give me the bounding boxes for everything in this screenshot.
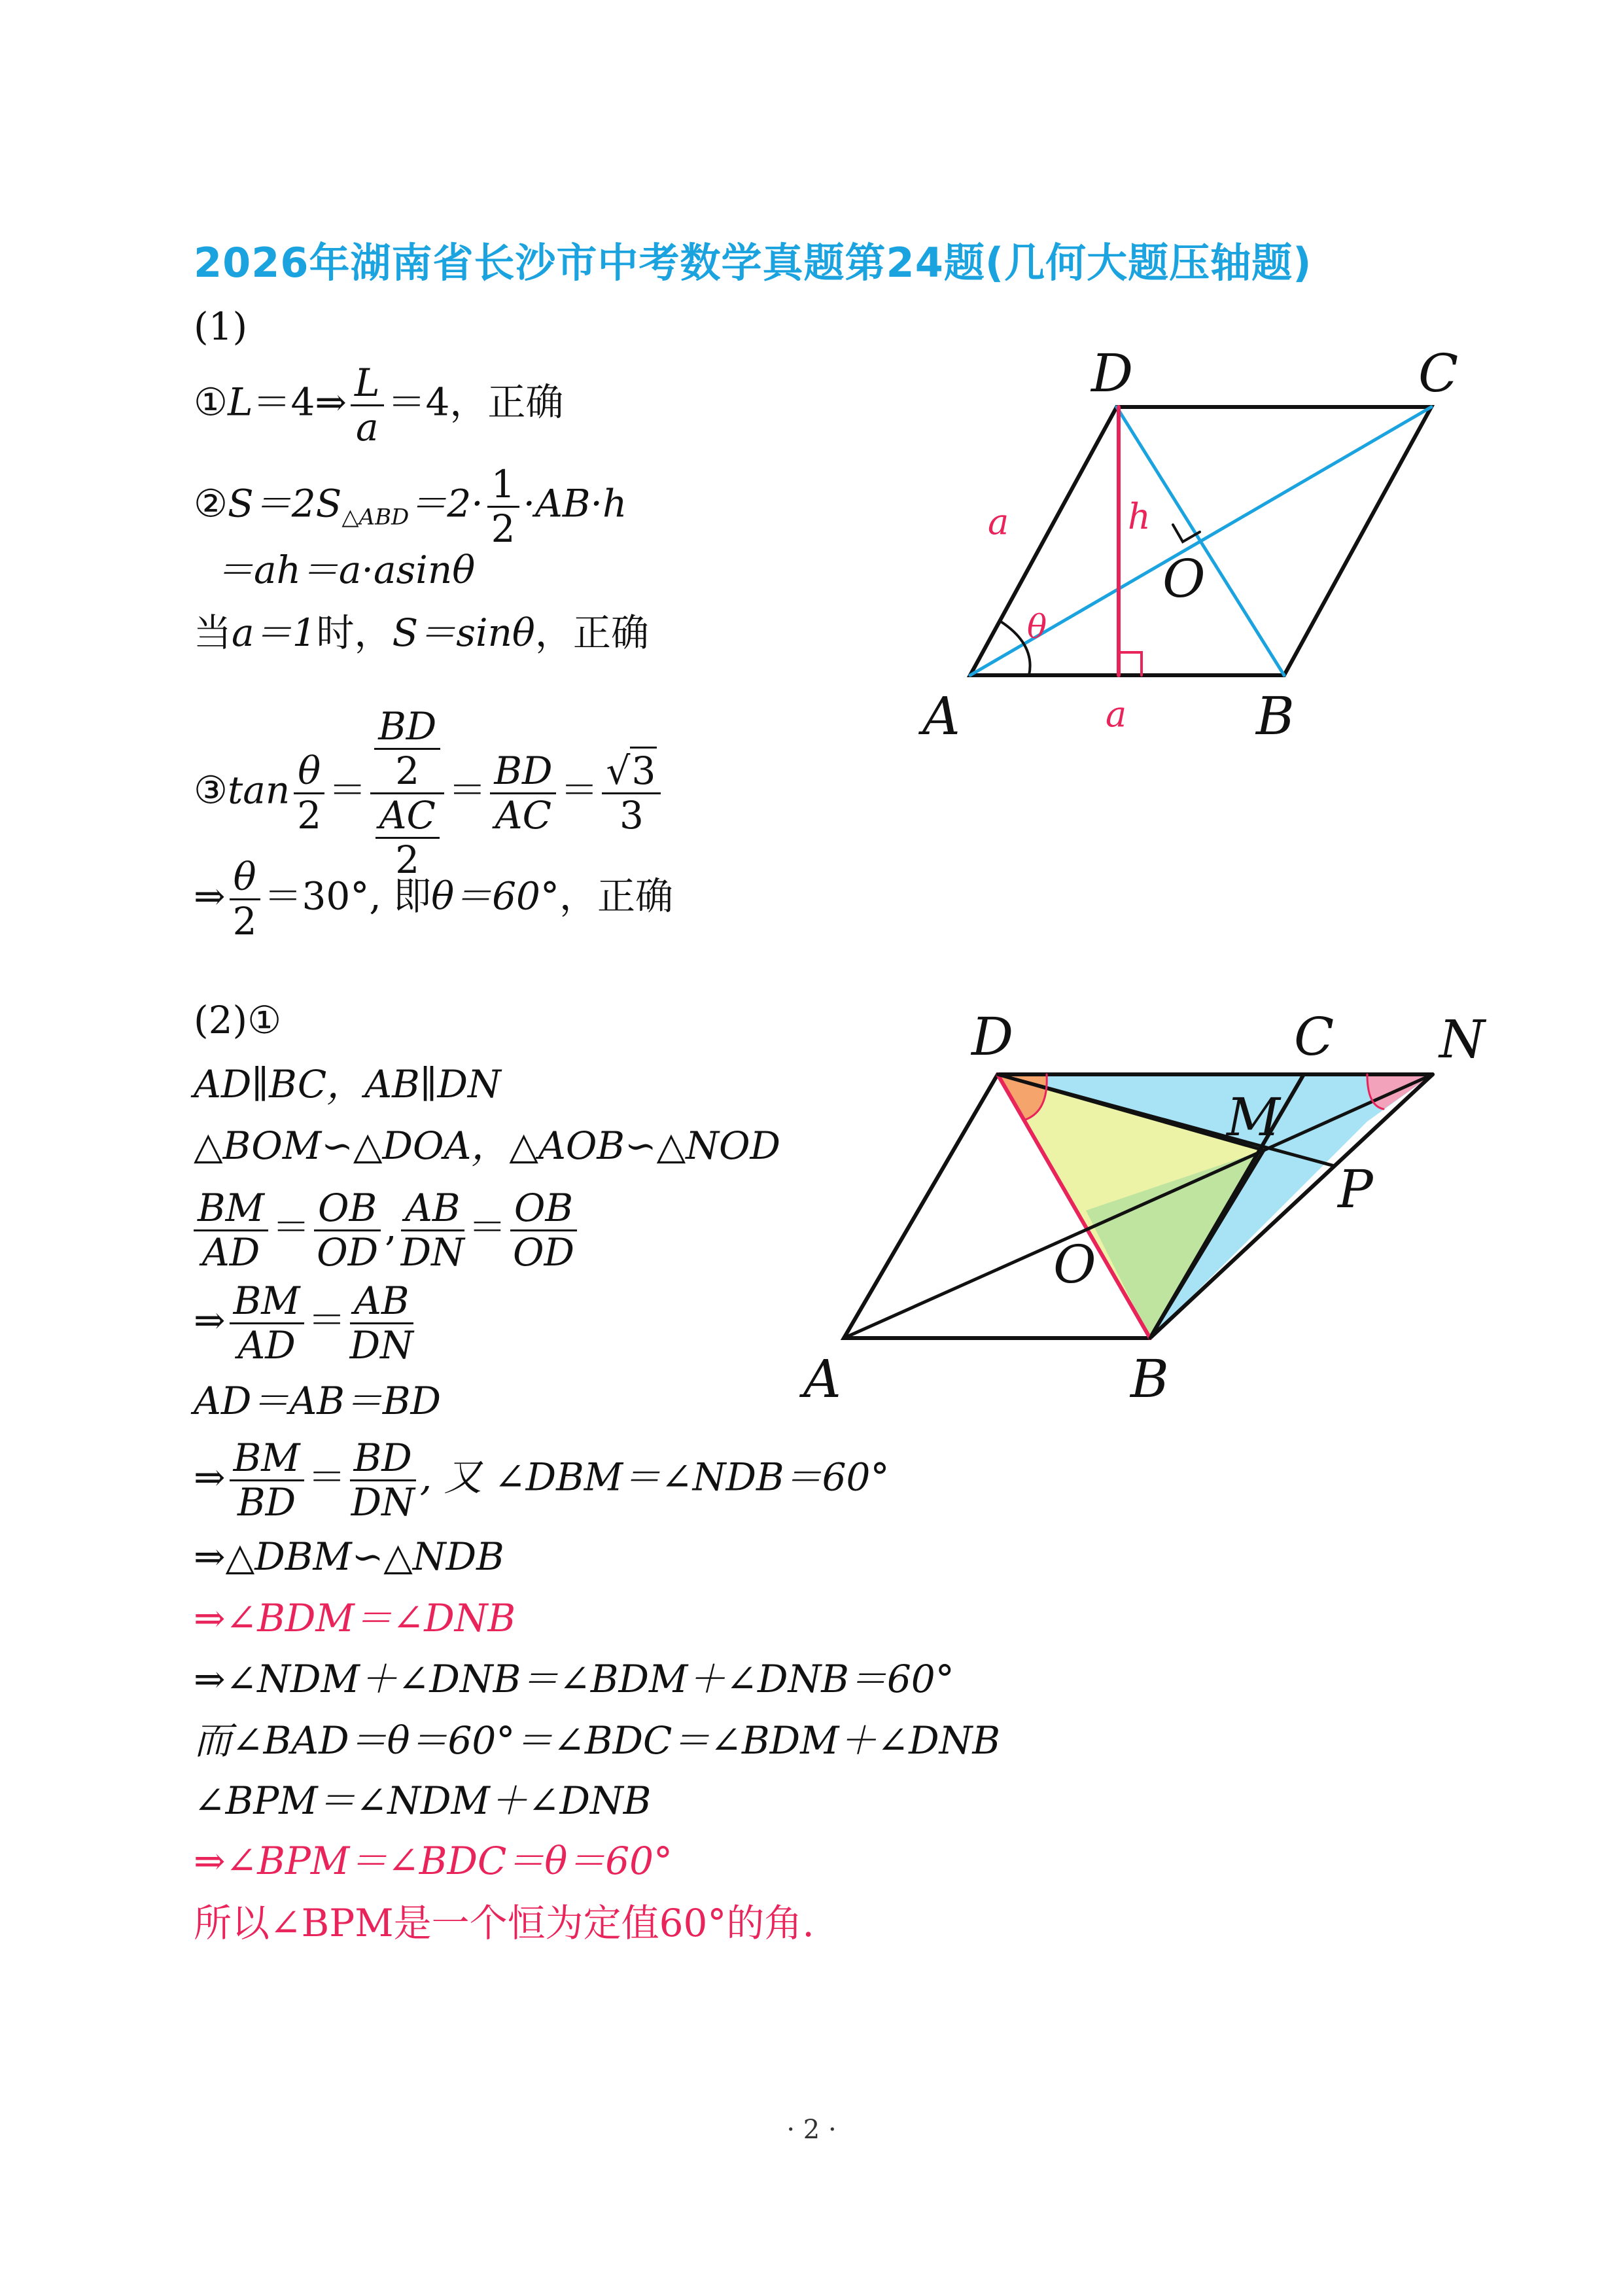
label2-A: A	[803, 1349, 841, 1409]
part2-line-13: 所以∠BPM是一个恒为定值60°的角.	[194, 1901, 814, 1945]
frac-num: AB	[350, 1281, 413, 1324]
part2-line-11: ∠BPM＝∠NDM＋∠DNB	[194, 1778, 652, 1823]
frac-num: BD	[374, 707, 440, 750]
label-A: A	[922, 686, 960, 747]
eq-text: , 又 ∠DBM＝∠NDB＝60°	[419, 1455, 890, 1500]
frac-den: 2	[395, 837, 420, 882]
label2-B: B	[1130, 1349, 1169, 1409]
part2-line-9: ⇒∠NDM＋∠DNB＝∠BDM＋∠DNB＝60°	[194, 1657, 954, 1701]
part2-line-1: AD∥BC，AB∥DN	[194, 1062, 501, 1106]
frac-den: 2	[395, 748, 420, 793]
part2-line-10: 而∠BAD＝θ＝60°＝∠BDC＝∠BDM＋∠DNB	[194, 1718, 1001, 1763]
frac-den: 3	[619, 792, 644, 838]
subscript: △ABD	[341, 504, 410, 531]
tan: tan	[228, 768, 290, 813]
eq-text: ＝4⇒	[253, 380, 347, 425]
page-title: 2026年湖南省长沙市中考数学真题第24题(几何大题压轴题)	[194, 239, 1312, 287]
frac-num: θ	[230, 857, 260, 900]
eq-text: ＝4，正确	[387, 380, 564, 425]
part1-statement-2-line2: ＝ah＝a·asinθ	[216, 548, 476, 592]
radicand: 3	[630, 747, 657, 793]
part2-label: (2)①	[194, 998, 282, 1042]
frac-num: AB	[401, 1188, 464, 1231]
label-O: O	[1162, 548, 1206, 609]
frac-num: BM	[194, 1188, 268, 1231]
frac-den: DN	[351, 1479, 415, 1525]
frac-den: AD	[201, 1229, 260, 1275]
frac-num: AC	[375, 796, 440, 839]
eq-text: ＝2·	[409, 481, 483, 526]
part2-line-8: ⇒∠BDM＝∠DNB	[194, 1596, 516, 1640]
circled-one: ①	[194, 380, 228, 425]
label2-O: O	[1053, 1234, 1096, 1295]
label2-C: C	[1294, 1006, 1335, 1067]
part2-line-12: ⇒∠BPM＝∠BDC＝θ＝60°	[194, 1839, 673, 1883]
var-L: L	[228, 380, 253, 425]
eq-text: θ＝60°	[431, 874, 559, 919]
frac-num: BM	[230, 1281, 304, 1324]
frac-num: BD	[350, 1438, 416, 1481]
frac-den: 2	[491, 506, 515, 551]
eq-text: ·AB·h	[523, 481, 627, 526]
eq-text: S＝sinθ	[392, 610, 535, 655]
part1-statement-3: ③tan $\frac{\theta}{2}$ ＝ $\frac{\frac{BD}{2}}{\frac{AC}{2}}$ ＝ $\frac{BD}{AC}$ ＝ $\frac{√3}{3}$	[194, 707, 665, 880]
eq-text: a＝1	[232, 610, 317, 655]
frac-den: 2	[232, 898, 257, 944]
label-h: h	[1128, 496, 1151, 537]
part2-line-5: AD＝AB＝BD	[194, 1379, 442, 1423]
part2-line-7: ⇒△DBM∽△NDB	[194, 1534, 504, 1579]
frac-den: a	[355, 404, 379, 450]
frac-den: DN	[349, 1322, 413, 1368]
part2-line-3: $\frac{BM}{AD}$ ＝ $\frac{OB}{OD}$ , $\frac{AB}{DN}$ ＝ $\frac{OB}{OD}$	[194, 1188, 581, 1273]
part1-label: (1)	[194, 304, 248, 349]
label2-N: N	[1439, 1009, 1485, 1070]
frac-den: DN	[400, 1229, 464, 1275]
text: 时，	[316, 610, 393, 655]
frac-num: BM	[230, 1438, 304, 1481]
frac-num: L	[351, 363, 384, 406]
label2-D: D	[971, 1006, 1014, 1067]
label-theta: θ	[1027, 608, 1047, 646]
label-D: D	[1091, 343, 1134, 404]
frac-num: OB	[314, 1188, 381, 1231]
label2-M: M	[1227, 1087, 1280, 1148]
sqrt: √3	[606, 751, 657, 791]
part2-line-6: ⇒ $\frac{BM}{BD}$ ＝ $\frac{BD}{DN}$ , 又 ∠DBM＝∠NDB＝60°	[194, 1436, 890, 1525]
eq-text: S＝2S	[228, 481, 342, 526]
circled-three: ③	[194, 768, 228, 813]
page-number: · 2 ·	[786, 2115, 837, 2145]
text: 当	[194, 610, 232, 655]
part2-line-2: △BOM∽△DOA，△AOB∽△NOD	[194, 1123, 781, 1168]
frac-den: OD	[512, 1229, 575, 1275]
part2-line-4: ⇒ $\frac{BM}{AD}$ ＝ $\frac{AB}{DN}$	[194, 1279, 413, 1368]
label-C: C	[1418, 343, 1459, 404]
frac-den: BD	[237, 1479, 296, 1525]
label-a-base: a	[1106, 694, 1127, 735]
eq-text: ＝30°, 即	[264, 874, 432, 919]
text: ，正确	[559, 874, 673, 919]
label-a-side: a	[988, 501, 1009, 542]
frac-den: AC	[495, 792, 552, 838]
circled-two: ②	[194, 481, 228, 526]
frac-num: 1	[487, 465, 519, 508]
frac-num: BD	[490, 751, 556, 794]
frac-den: OD	[317, 1229, 379, 1275]
label2-P: P	[1338, 1159, 1373, 1220]
text: ，正确	[534, 610, 649, 655]
frac-num: OB	[510, 1188, 577, 1231]
arrow: ⇒	[194, 874, 226, 919]
label-B: B	[1256, 686, 1295, 747]
frac-den: 2	[297, 792, 322, 838]
frac-num: θ	[294, 751, 324, 794]
frac-den: AD	[237, 1322, 296, 1368]
